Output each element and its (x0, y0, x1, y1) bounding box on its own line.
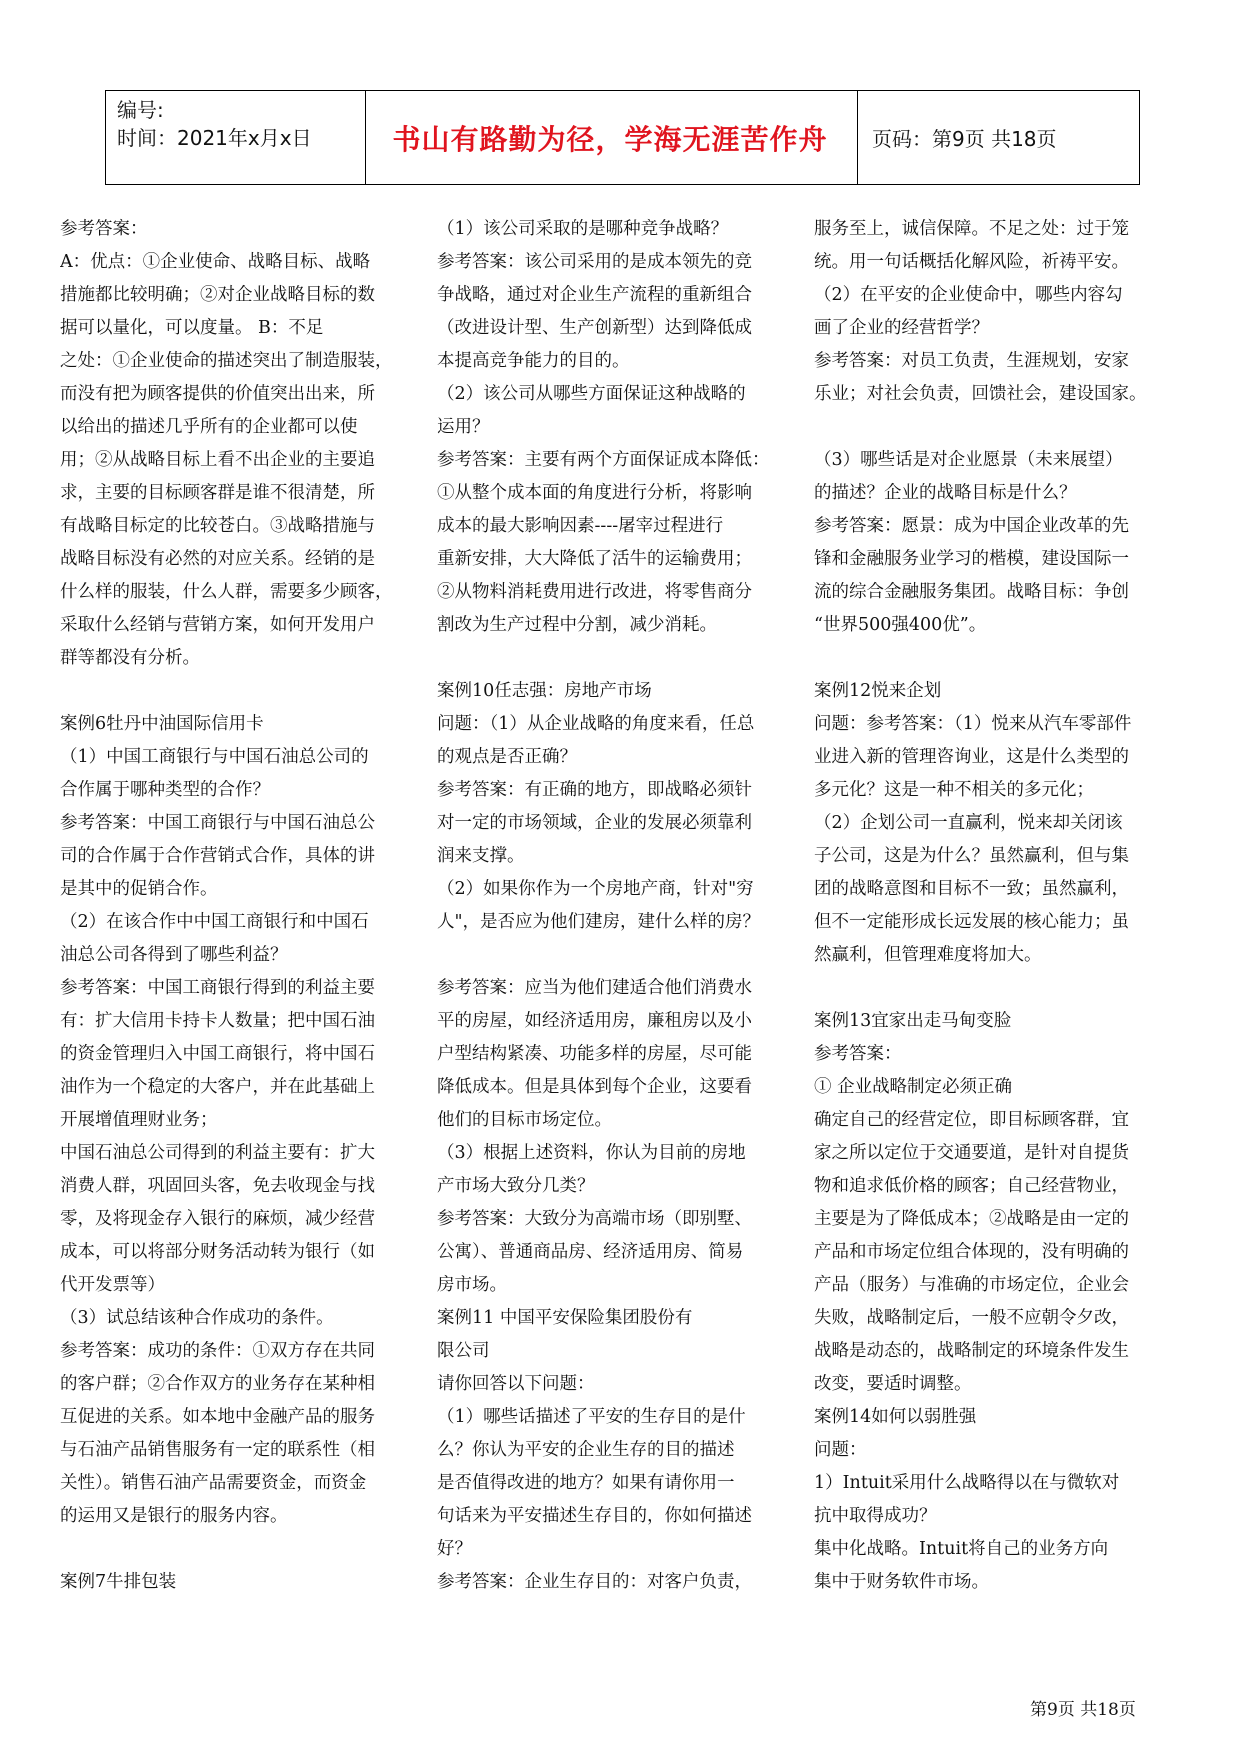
header-time: 时间：2021年x月x日 (117, 126, 312, 150)
text-line: 平的房屋，如经济适用房，廉租房以及小 (437, 1011, 752, 1031)
text-line: 么？你认为平安的企业生存的目的描述 (437, 1440, 735, 1460)
text-line: 子公司，这是为什么？虽然赢利，但与集 (814, 846, 1129, 866)
text-line: 以给出的描述几乎所有的企业都可以使 (60, 417, 358, 437)
text-line: 对一定的市场领域，企业的发展必须靠利 (437, 813, 752, 833)
text-line (814, 411, 1180, 444)
text-line: 有：扩大信用卡持卡人数量；把中国石油 (60, 1011, 375, 1031)
text-line: 集中化战略。Intuit将自己的业务方向 (814, 1539, 1109, 1559)
text-line (437, 642, 803, 675)
text-line: 1）Intuit采用什么战略得以在与微软对 (814, 1473, 1120, 1493)
text-line: （2）在该合作中中国工商银行和中国石 (60, 912, 369, 932)
text-line (60, 1533, 426, 1566)
text-line: 抗中取得成功？ (814, 1506, 937, 1526)
text-column-3 (814, 213, 1180, 1599)
text-line: （1）哪些话描述了平安的生存目的是什 (437, 1407, 746, 1427)
text-line: 参考答案：对员工负责，生涯规划，安家 (814, 351, 1129, 371)
text-line: 流的综合金融服务集团。战略目标：争创 (814, 582, 1129, 602)
text-line: 措施都比较明确；②对企业战略目标的数 (60, 285, 375, 305)
text-line: 服务至上，诚信保障。不足之处：过于笼 (814, 219, 1129, 239)
text-line: 团的战略意图和目标不一致；虽然赢利， (814, 879, 1129, 899)
footer-page-number: 第9页 共18页 (1030, 1700, 1136, 1720)
page-header (105, 90, 1140, 185)
text-line: 的观点是否正确？ (437, 747, 577, 767)
header-number: 编号: (117, 98, 164, 122)
text-line: 限公司 (437, 1341, 490, 1361)
text-line: 润来支撑。 (437, 846, 525, 866)
text-line: 成本的最大影响因素----屠宰过程进行 (437, 516, 724, 536)
text-line: 参考答案：该公司采用的是成本领先的竞 (437, 252, 752, 272)
text-line: 油作为一个稳定的大客户，并在此基础上 (60, 1077, 375, 1097)
text-line: 户型结构紧凑、功能多样的房屋，尽可能 (437, 1044, 752, 1064)
text-line: 用；②从战略目标上看不出企业的主要追 (60, 450, 375, 470)
text-line: 割改为生产过程中分割，减少消耗。 (437, 615, 717, 635)
text-line: 中国石油总公司得到的利益主要有：扩大 (60, 1143, 375, 1163)
text-line: 开展增值理财业务； (60, 1110, 218, 1130)
text-line: 统。用一句话概括化解风险，祈祷平安。 (814, 252, 1129, 272)
text-line: 参考答案： (814, 1044, 902, 1064)
text-line: 参考答案：中国工商银行与中国石油总公 (60, 813, 375, 833)
text-line: 他们的目标市场定位。 (437, 1110, 612, 1130)
text-line: 主要是为了降低成本；②战略是由一定的 (814, 1209, 1129, 1229)
text-line: 参考答案： (60, 219, 148, 239)
text-line: 案例12悦来企划 (814, 681, 942, 701)
text-line: 司的合作属于合作营销式合作，具体的讲 (60, 846, 375, 866)
text-line: A：优点：①企业使命、战略目标、战略 (60, 252, 371, 272)
text-line: 而没有把为顾客提供的价值突出出来，所 (60, 384, 375, 404)
text-line: 但不一定能形成长远发展的核心能力；虽 (814, 912, 1129, 932)
text-line: 互促进的关系。如本地中金融产品的服务 (60, 1407, 375, 1427)
text-line: （3）试总结该种合作成功的条件。 (60, 1308, 334, 1328)
text-line: 参考答案：应当为他们建适合他们消费水 (437, 978, 752, 998)
text-line: 参考答案：企业生存目的：对客户负责， (437, 1572, 752, 1592)
text-line: 油总公司各得到了哪些利益？ (60, 945, 288, 965)
text-line: 零，及将现金存入银行的麻烦，减少经营 (60, 1209, 375, 1229)
text-line: 降低成本。但是具体到每个企业，这要看 (437, 1077, 752, 1097)
text-line: 的运用又是银行的服务内容。 (60, 1506, 288, 1526)
text-line: 公寓）、普通商品房、经济适用房、简易 (437, 1242, 744, 1262)
text-line: 的资金管理归入中国工商银行，将中国石 (60, 1044, 375, 1064)
text-line: 问题： (814, 1440, 867, 1460)
text-line: ①从整个成本面的角度进行分析，将影响 (437, 483, 752, 503)
header-page-number: 页码：第9页 共18页 (872, 127, 1057, 151)
text-line: 的描述？企业的战略目标是什么？ (814, 483, 1077, 503)
text-line: 是其中的促销合作。 (60, 879, 218, 899)
text-line: 失败，战略制定后，一般不应朝令夕改， (814, 1308, 1129, 1328)
text-line: 据可以量化，可以度量。 B：不足 (60, 318, 324, 338)
text-line (60, 675, 426, 708)
text-line: 案例6牡丹中油国际信用卡 (60, 714, 264, 734)
text-line: 案例13宜家出走马甸变脸 (814, 1011, 1012, 1031)
text-line: 战略目标没有必然的对应关系。经销的是 (60, 549, 375, 569)
text-line: 画了企业的经营哲学？ (814, 318, 989, 338)
text-line: （2）如果你作为一个房地产商，针对"穷 (437, 879, 754, 899)
text-line: 什么样的服装，什么人群，需要多少顾客， (60, 582, 393, 602)
text-line: 求，主要的目标顾客群是谁不很清楚，所 (60, 483, 375, 503)
text-line: 句话来为平安描述生存目的，你如何描述 (437, 1506, 752, 1526)
text-line: 锋和金融服务业学习的楷模，建设国际一 (814, 549, 1129, 569)
text-line: 是否值得改进的地方？如果有请你用一 (437, 1473, 735, 1493)
text-line: 运用？ (437, 417, 490, 437)
text-line (437, 939, 803, 972)
text-line: 案例10任志强：房地产市场 (437, 681, 652, 701)
text-line: “世界500强400优”。 (814, 615, 987, 635)
text-line: 有战略目标定的比较苍白。③战略措施与 (60, 516, 375, 536)
text-line: 群等都没有分析。 (60, 648, 200, 668)
text-line: 参考答案：愿景：成为中国企业改革的先 (814, 516, 1129, 536)
text-line: 案例7牛排包装 (60, 1572, 177, 1592)
text-line: （3）哪些话是对企业愿景（未来展望） (814, 450, 1123, 470)
text-line: （1）中国工商银行与中国石油总公司的 (60, 747, 369, 767)
text-line: 案例11 中国平安保险集团股份有 (437, 1308, 693, 1328)
text-line: 集中于财务软件市场。 (814, 1572, 989, 1592)
text-line: 请你回答以下问题： (437, 1374, 595, 1394)
text-line: （3）根据上述资料，你认为目前的房地 (437, 1143, 746, 1163)
text-line: 乐业；对社会负责，回馈社会，建设国家。 (814, 384, 1147, 404)
text-line: 参考答案：主要有两个方面保证成本降低： (437, 450, 770, 470)
text-line: 参考答案：中国工商银行得到的利益主要 (60, 978, 375, 998)
text-line: 代开发票等） (60, 1275, 165, 1295)
text-line: 的客户群；②合作双方的业务存在某种相 (60, 1374, 375, 1394)
text-line: 之处：①企业使命的描述突出了制造服装， (60, 351, 393, 371)
text-line: 本提高竞争能力的目的。 (437, 351, 630, 371)
text-line: 改变，要适时调整。 (814, 1374, 972, 1394)
text-line: 采取什么经销与营销方案，如何开发用户 (60, 615, 375, 635)
text-line: 好？ (437, 1539, 472, 1559)
text-line: 产品和市场定位组合体现的，没有明确的 (814, 1242, 1129, 1262)
text-line: 问题：（1）从企业战略的角度来看，任总 (437, 714, 755, 734)
text-line: 参考答案：有正确的地方，即战略必须针 (437, 780, 752, 800)
text-line: 重新安排，大大降低了活牛的运输费用； (437, 549, 752, 569)
text-line: 关性）。销售石油产品需要资金，而资金 (60, 1473, 367, 1493)
text-line: 战略是动态的，战略制定的环境条件发生 (814, 1341, 1129, 1361)
text-line: （2）企划公司一直赢利，悦来却关闭该 (814, 813, 1123, 833)
header-meta (117, 96, 312, 152)
text-line: 合作属于哪种类型的合作？ (60, 780, 270, 800)
text-line: 参考答案：大致分为高端市场（即别墅、 (437, 1209, 752, 1229)
text-line (814, 972, 1180, 1005)
text-line: 产品（服务）与准确的市场定位，企业会 (814, 1275, 1129, 1295)
text-line: 业进入新的管理咨询业，这是什么类型的 (814, 747, 1129, 767)
text-line: ① 企业战略制定必须正确 (814, 1077, 1013, 1097)
text-line: 消费人群，巩固回头客，免去收现金与找 (60, 1176, 375, 1196)
text-line: （2）在平安的企业使命中，哪些内容勾 (814, 285, 1123, 305)
text-line: （改进设计型、生产创新型）达到降低成 (437, 318, 752, 338)
text-line (814, 642, 1180, 675)
text-line: （2）该公司从哪些方面保证这种战略的 (437, 384, 746, 404)
text-line: 确定自己的经营定位，即目标顾客群，宜 (814, 1110, 1129, 1130)
text-line: 产市场大致分几类？ (437, 1176, 595, 1196)
text-line: 参考答案：成功的条件：①双方存在共同 (60, 1341, 375, 1361)
text-line: 物和追求低价格的顾客；自己经营物业， (814, 1176, 1129, 1196)
text-column-1 (60, 213, 426, 1599)
text-line: 人"，是否应为他们建房，建什么样的房？ (437, 912, 761, 932)
text-line: （1）该公司采取的是哪种竞争战略？ (437, 219, 729, 239)
text-line: ②从物料消耗费用进行改进，将零售商分 (437, 582, 752, 602)
text-line: 与石油产品销售服务有一定的联系性（相 (60, 1440, 375, 1460)
text-line: 问题：参考答案：（1）悦来从汽车零部件 (814, 714, 1132, 734)
text-line: 房市场。 (437, 1275, 507, 1295)
text-line: 争战略，通过对企业生产流程的重新组合 (437, 285, 752, 305)
text-column-2 (437, 213, 803, 1599)
text-line: 然赢利，但管理难度将加大。 (814, 945, 1042, 965)
text-line: 案例14如何以弱胜强 (814, 1407, 977, 1427)
text-line: 成本，可以将部分财务活动转为银行（如 (60, 1242, 375, 1262)
text-line: 家之所以定位于交通要道，是针对自提货 (814, 1143, 1129, 1163)
header-motto: 书山有路勤为径，学海无涯苦作舟 (392, 122, 828, 156)
text-line: 多元化？这是一种不相关的多元化； (814, 780, 1094, 800)
